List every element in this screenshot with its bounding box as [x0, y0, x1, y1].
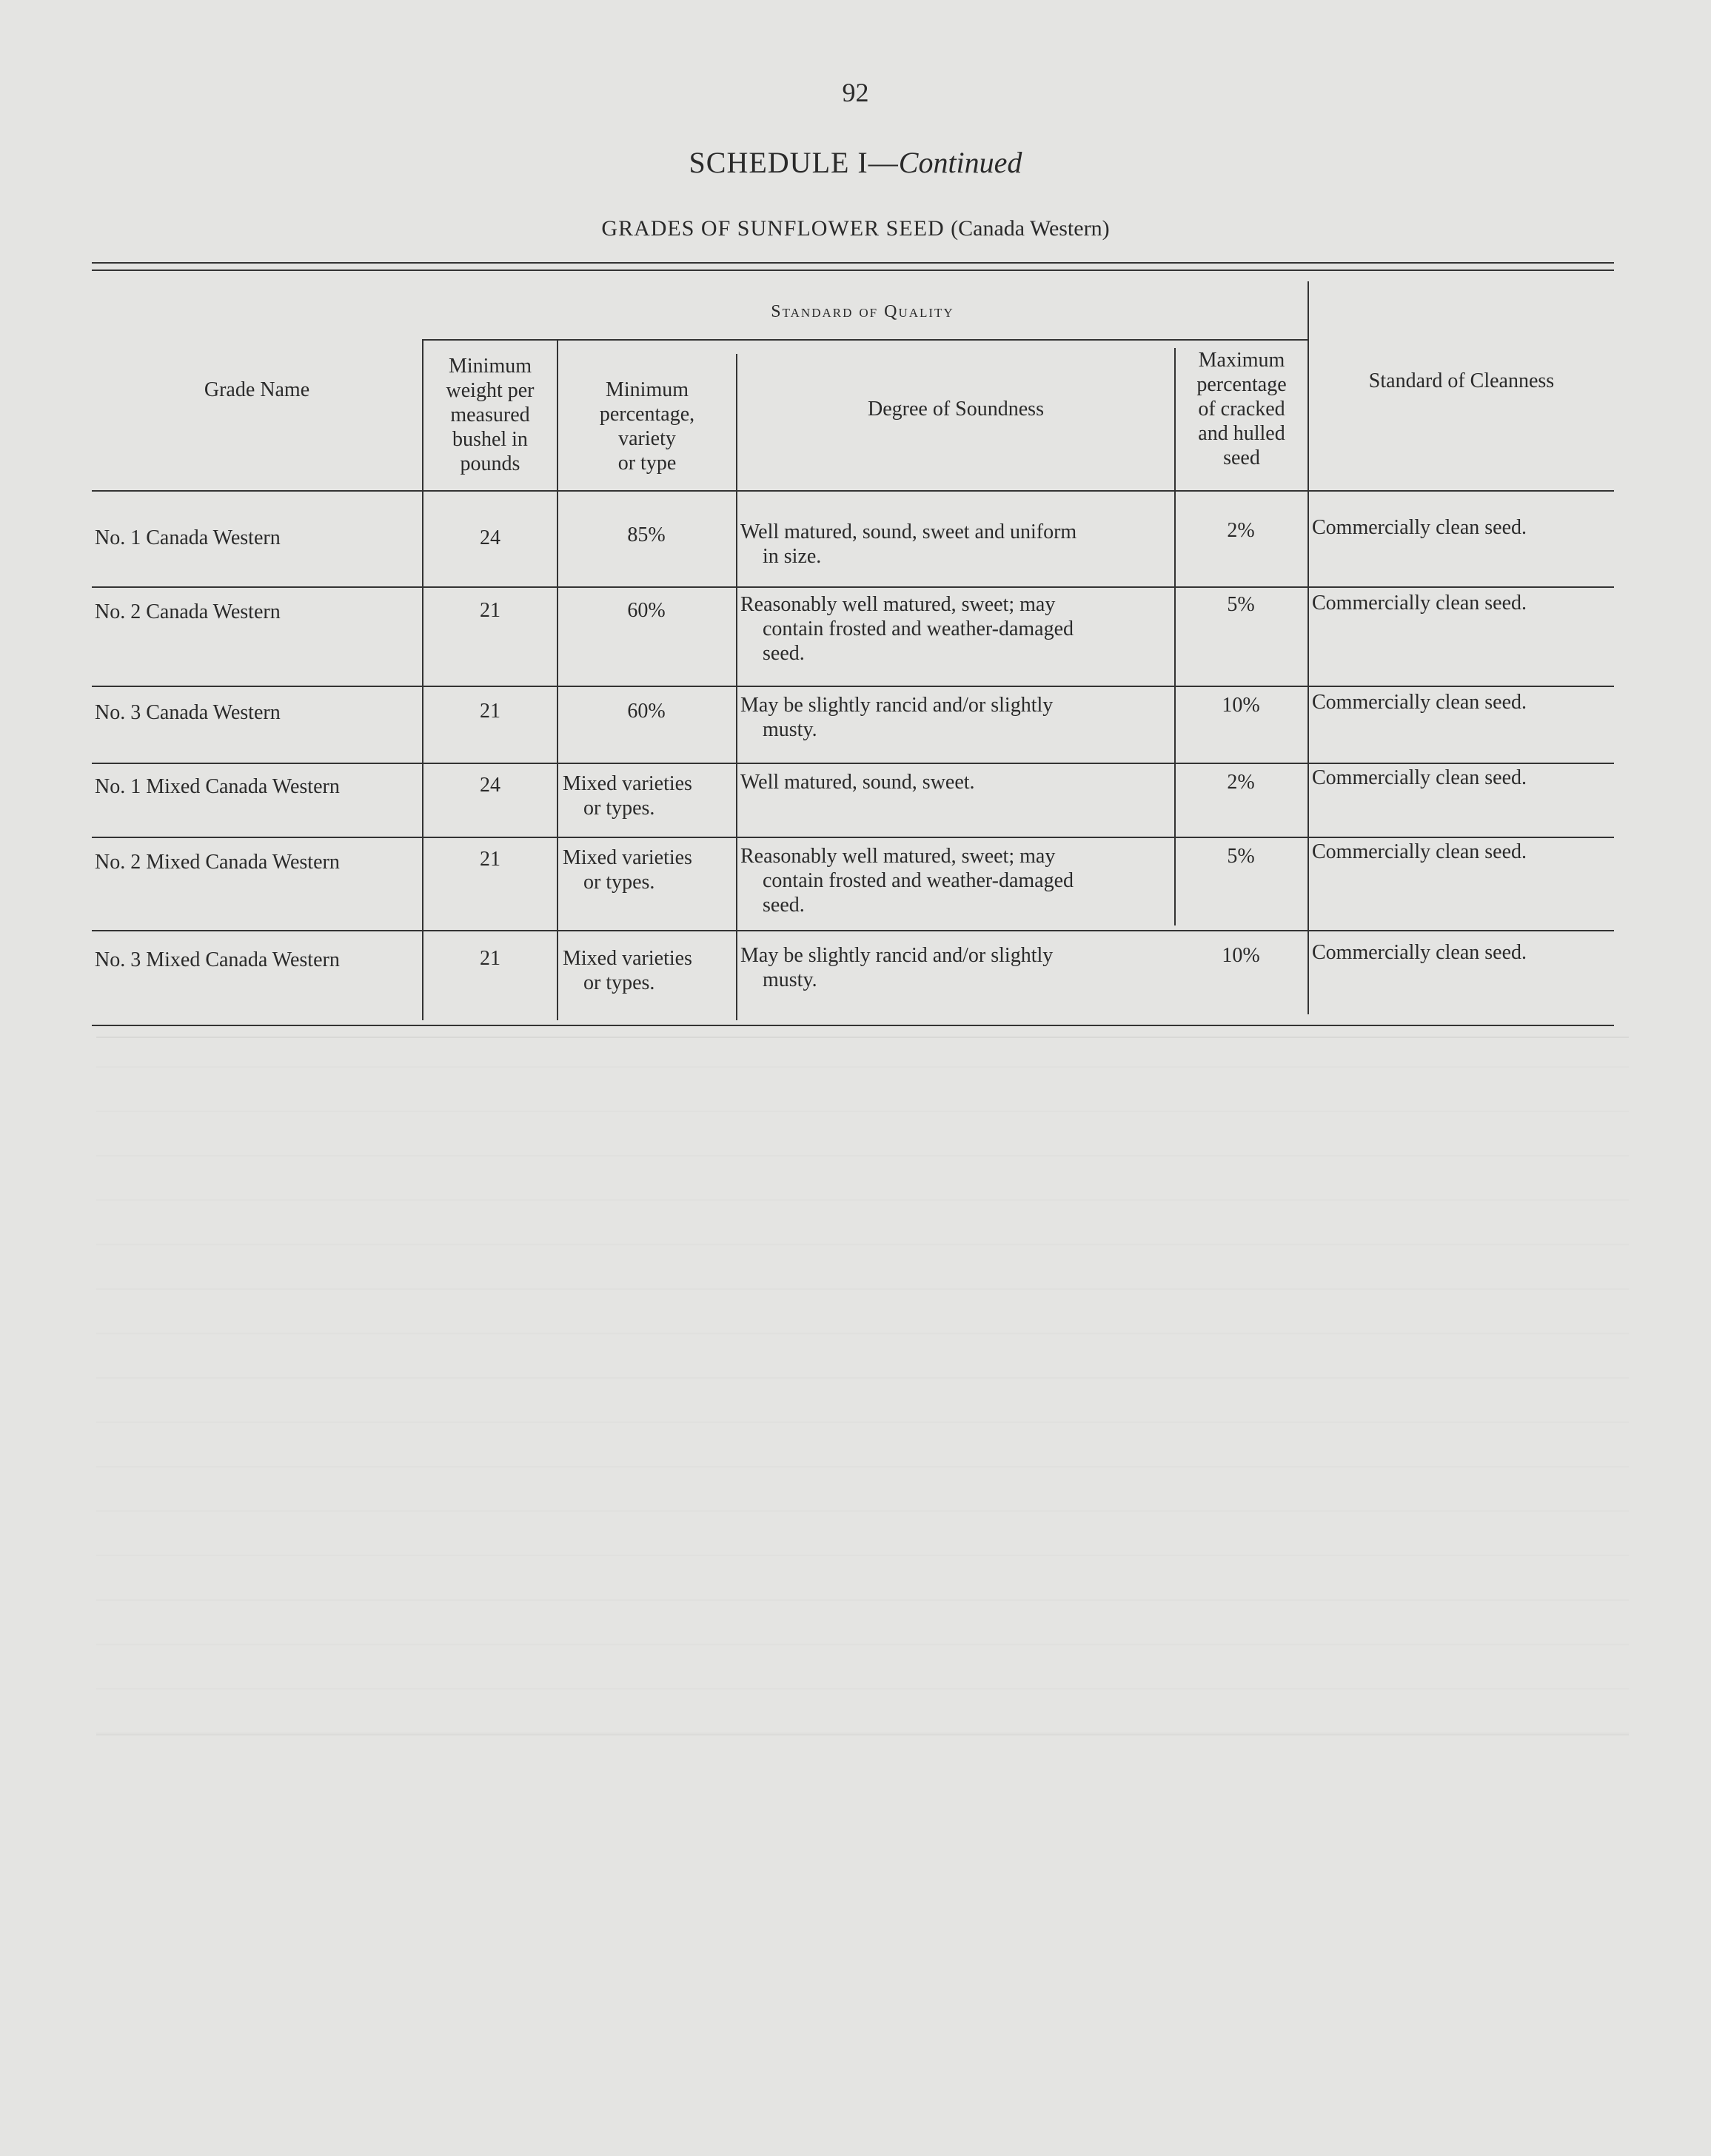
- row-2-weight: 21: [480, 599, 500, 622]
- row-3-percentage: 60%: [627, 700, 666, 723]
- header-min-percentage: Minimum percentage, variety or type: [599, 378, 695, 475]
- row-5-soundness: Reasonably well matured, sweet; may contain frosted and weather-damaged seed.: [740, 845, 1074, 917]
- header-cleanness: Standard of Cleanness: [1368, 369, 1555, 392]
- row-2-cleanness: Commercially clean seed.: [1312, 592, 1527, 615]
- row-separator: [92, 686, 1614, 687]
- row-4-grade: No. 1 Mixed Canada Western: [95, 775, 340, 798]
- row-2-soundness: Reasonably well matured, sweet; may contain frosted and weather-damaged seed.: [740, 593, 1074, 665]
- row-4-percentage: Mixed varieties or types.: [563, 772, 692, 820]
- row-4-weight: 24: [480, 774, 500, 797]
- top-rule-1: [92, 262, 1614, 264]
- row-3-grade: No. 3 Canada Western: [95, 701, 281, 724]
- header-soundness: Degree of Soundness: [868, 398, 1044, 421]
- row-3-weight: 21: [480, 700, 500, 723]
- standard-of-quality-header: Standard of Quality: [771, 302, 954, 321]
- row-3-cracked: 10%: [1222, 694, 1260, 717]
- col-divider-3: [736, 354, 737, 1020]
- row-2-grade: No. 2 Canada Western: [95, 600, 281, 623]
- row-separator: [92, 837, 1614, 838]
- quality-group-underline: [423, 339, 1307, 341]
- row-separator: [92, 930, 1614, 931]
- row-4-soundness: Well matured, sound, sweet.: [740, 771, 975, 794]
- grades-title: [0, 216, 1711, 241]
- row-5-percentage: Mixed varieties or types.: [563, 846, 692, 894]
- row-3-soundness: May be slightly rancid and/or slightly musty.: [740, 694, 1054, 741]
- row-2-cracked: 5%: [1227, 593, 1255, 616]
- grades-title-main: GRADES OF SUNFLOWER SEED: [601, 216, 945, 241]
- row-4-cleanness: Commercially clean seed.: [1312, 766, 1527, 789]
- schedule-title-continued: Continued: [898, 146, 1022, 179]
- row-3-cleanness: Commercially clean seed.: [1312, 691, 1527, 714]
- row-6-soundness: May be slightly rancid and/or slightly musty.: [740, 944, 1054, 991]
- row-separator: [92, 586, 1614, 588]
- row-1-soundness: Well matured, sound, sweet and uniform in size.: [740, 520, 1077, 568]
- bleed-through-shadow: [96, 1037, 1629, 1735]
- header-min-weight: Minimum weight per measured bushel in pounds: [446, 355, 535, 475]
- row-4-cracked: 2%: [1227, 771, 1255, 794]
- bottom-rule: [92, 1025, 1614, 1026]
- row-separator: [92, 763, 1614, 764]
- schedule-title: [0, 145, 1711, 180]
- row-6-cracked: 10%: [1222, 944, 1260, 967]
- row-1-weight: 24: [480, 526, 500, 549]
- top-rule-2: [92, 270, 1614, 271]
- schedule-title-main: SCHEDULE I—: [689, 146, 899, 179]
- page-number: 92: [842, 78, 869, 107]
- row-1-percentage: 85%: [627, 523, 666, 546]
- header-max-cracked: Maximum percentage of cracked and hulled seed: [1196, 349, 1287, 469]
- row-1-cracked: 2%: [1227, 519, 1255, 542]
- row-5-cleanness: Commercially clean seed.: [1312, 840, 1527, 863]
- row-6-cleanness: Commercially clean seed.: [1312, 941, 1527, 964]
- row-2-percentage: 60%: [627, 599, 666, 622]
- row-6-weight: 21: [480, 947, 500, 970]
- header-grade-name: Grade Name: [204, 378, 310, 401]
- row-6-percentage: Mixed varieties or types.: [563, 947, 692, 994]
- header-bottom-line: [92, 490, 1614, 492]
- row-5-cracked: 5%: [1227, 845, 1255, 868]
- row-1-cleanness: Commercially clean seed.: [1312, 516, 1527, 539]
- row-5-grade: No. 2 Mixed Canada Western: [95, 851, 340, 874]
- grades-title-sub: (Canada Western): [951, 216, 1110, 241]
- row-6-grade: No. 3 Mixed Canada Western: [95, 948, 340, 971]
- row-1-grade: No. 1 Canada Western: [95, 526, 281, 549]
- row-5-weight: 21: [480, 848, 500, 871]
